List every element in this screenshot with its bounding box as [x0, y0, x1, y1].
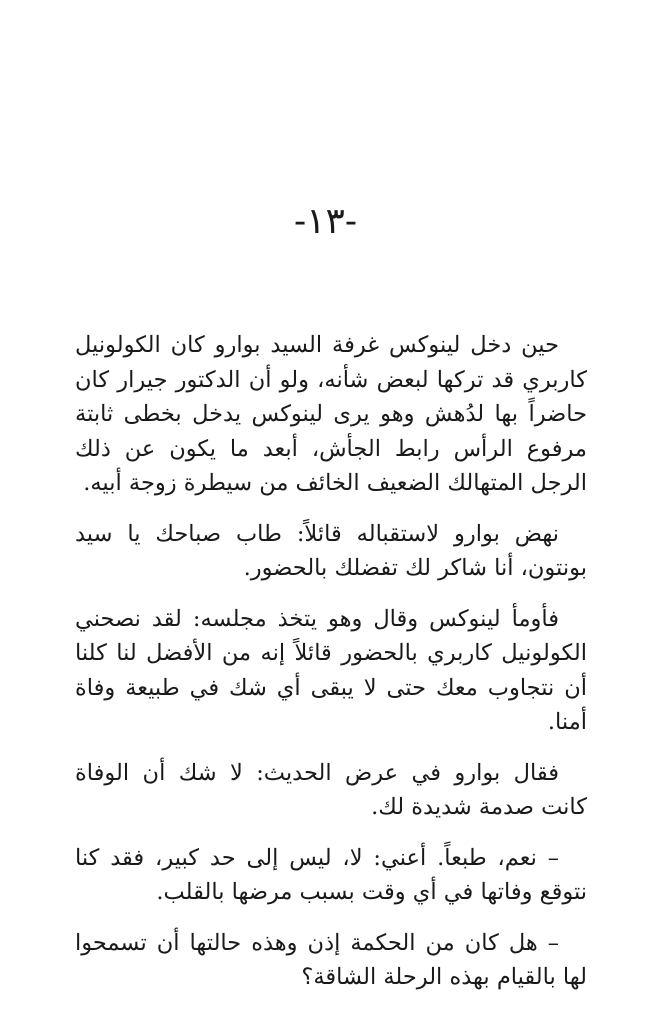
chapter-body: [75, 328, 587, 1011]
paragraph-2: نهض بوارو لاستقباله قائلاً: طاب صباحك يا سيد بونتون، أنا شاكر لك تفضلك بالحضور.: [75, 520, 587, 581]
paragraph-1: حين دخل لينوكس غرفة السيد بوارو كان الكولونيل كاربري قد تركها لبعض شأنه، ولو أن الدكتور جيرار كان حاضراً بها لدُهش وهو يرى لينوكس يدخل بخطى ثابتة مرفوع الرأس رابط الجأش، أبعد ما يكون عن ذلك الرجل المتهالك الضعيف الخائف من سيطرة زوجة أبيه.: [75, 332, 587, 496]
dialogue-line-2: – هل كان من الحكمة إذن وهذه حالتها أن تسمحوا لها بالقيام بهذه الرحلة الشاقة؟: [75, 929, 587, 990]
dialogue-line-1: – نعم، طبعاً. أعني: لا، ليس إلى حد كبير، فقد كنا نتوقع وفاتها في أي وقت بسبب مرضها بالقلب.: [75, 844, 587, 905]
paragraph-3: فأومأ لينوكس وقال وهو يتخذ مجلسه: لقد نصحني الكولونيل كاربري بالحضور قائلاً إنه من الأفضل لنا كلنا أن نتجاوب معك حتى لا يبقى أي شك في طبيعة وفاة أمنا.: [75, 605, 587, 735]
paragraph-4: فقال بوارو في عرض الحديث: لا شك أن الوفاة كانت صدمة شديدة لك.: [75, 759, 587, 820]
chapter-number: -١٣-: [293, 201, 357, 242]
